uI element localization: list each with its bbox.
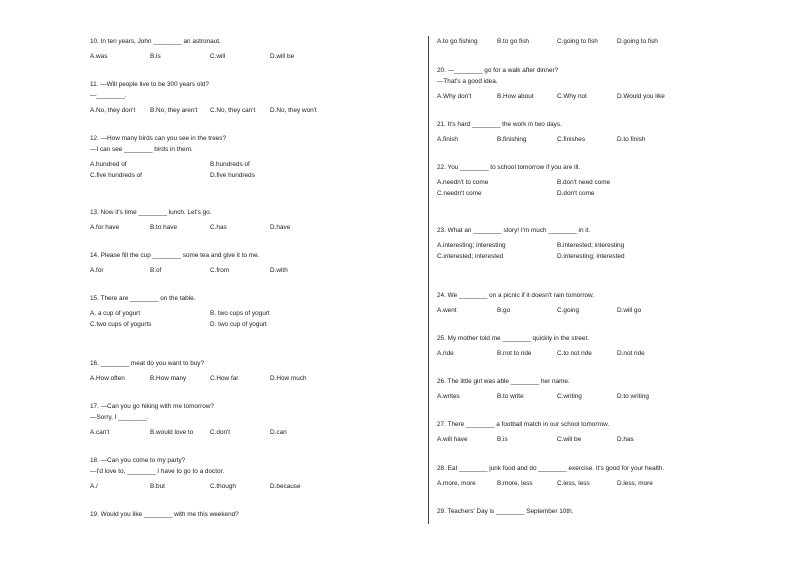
question-dialogue-line: —________. xyxy=(90,92,127,99)
options-row xyxy=(437,308,757,319)
options-row xyxy=(90,322,410,333)
option-c: C.needn't come xyxy=(437,190,482,197)
option-a: A./ xyxy=(90,483,98,490)
option-c: C.has xyxy=(210,224,227,231)
question-stem: 25. My mother told me ________ quickly in the street. xyxy=(437,335,590,342)
options-row xyxy=(437,394,757,405)
option-d: D. two cup of yogurt xyxy=(210,321,267,328)
column-divider xyxy=(428,36,429,524)
question-block xyxy=(437,122,757,148)
options-row xyxy=(437,254,757,265)
question-stem: 19. Would you like ________ with me this weekend? xyxy=(90,511,239,518)
options-row xyxy=(90,268,410,279)
option-d: D.has xyxy=(617,436,634,443)
option-d: D.How much xyxy=(270,375,307,382)
option-c: C.How far xyxy=(210,375,239,382)
options-row xyxy=(90,108,410,119)
option-b: B. two cups of yogurt xyxy=(210,310,270,317)
options-row xyxy=(90,376,410,387)
option-a: A.finish xyxy=(437,136,458,143)
option-a: A.No, they don't xyxy=(90,107,136,114)
question-stem: 20. —________ go for a walk after dinner? xyxy=(437,67,559,74)
question-block xyxy=(90,39,410,65)
question-block xyxy=(437,293,757,319)
option-d: D.will be xyxy=(270,53,295,60)
option-b: B.No, they aren't xyxy=(150,107,198,114)
question-block xyxy=(90,512,410,523)
question-stem: 29. Teachers' Day is ________ September 10th. xyxy=(437,508,574,515)
question-stem: 17. —Can you go hiking with me tomorrow? xyxy=(90,403,214,410)
question-block xyxy=(437,68,757,105)
option-d: D.No, they won't xyxy=(270,107,317,114)
option-b: B.of xyxy=(150,267,162,274)
question-block xyxy=(90,458,410,495)
options-row xyxy=(90,173,410,184)
options-row xyxy=(437,94,757,105)
question-stem: 13. Now it's time ________ lunch. Let's go. xyxy=(90,209,212,216)
option-d: D.will go xyxy=(617,307,642,314)
options-row xyxy=(90,54,410,65)
question-stem: 18. —Can you come to my party? xyxy=(90,457,186,464)
option-b: B.don't need come xyxy=(557,179,611,186)
question-block xyxy=(437,228,757,265)
option-a: A.interesting; interesting xyxy=(437,242,506,249)
options-row xyxy=(437,180,757,191)
question-dialogue-line: —That's a good idea. xyxy=(437,78,498,85)
question-stem: 10. In ten years, John ________ an astronaut. xyxy=(90,38,221,45)
question-block xyxy=(437,466,757,492)
option-d: D.less, more xyxy=(617,480,653,487)
options-row xyxy=(437,191,757,202)
option-b: B.would love to xyxy=(150,429,194,436)
question-dialogue-line: —Sorry, I ________. xyxy=(90,414,149,421)
question-stem: 12. —How many birds can you see in the trees? xyxy=(90,135,227,142)
question-block xyxy=(90,136,410,184)
question-block xyxy=(437,39,757,50)
option-d: D.going to fish xyxy=(617,38,658,45)
option-c: C.five hundreds of xyxy=(90,172,142,179)
question-stem: 15. There are ________ on the table. xyxy=(90,295,196,302)
option-c: C.writing xyxy=(557,393,582,400)
option-c: C.less, less xyxy=(557,480,590,487)
question-block xyxy=(90,404,410,441)
question-stem: 22. You ________ to school tomorrow if you are ill. xyxy=(437,164,581,171)
question-stem: 21. It's hard ________ the work in two days. xyxy=(437,121,562,128)
option-b: B.go xyxy=(497,307,511,314)
option-c: C.to not ride xyxy=(557,350,592,357)
question-block xyxy=(437,509,757,520)
options-row xyxy=(437,39,757,50)
option-a: A.Why don't xyxy=(437,93,472,100)
option-d: D.to finish xyxy=(617,136,646,143)
options-row xyxy=(437,351,757,362)
option-b: B.is xyxy=(150,53,161,60)
question-block xyxy=(90,210,410,236)
option-a: A. a cup of yogurt xyxy=(90,310,141,317)
option-c: C.Why not xyxy=(557,93,587,100)
question-dialogue-line: —I can see ________ birds in them. xyxy=(90,146,193,153)
option-a: A.went xyxy=(437,307,457,314)
question-stem: 28. Eat ________ junk food and do ________ exercise. It's good for your health. xyxy=(437,465,665,472)
option-c: C.going xyxy=(557,307,580,314)
option-d: D.with xyxy=(270,267,288,274)
option-d: D.Would you like xyxy=(617,93,665,100)
option-c: C.finishes xyxy=(557,136,586,143)
option-c: C.though xyxy=(210,483,236,490)
option-a: A.more, more xyxy=(437,480,476,487)
options-row xyxy=(437,481,757,492)
option-b: B.not to ride xyxy=(497,350,532,357)
option-c: C.will xyxy=(210,53,226,60)
option-b: B.to write xyxy=(497,393,524,400)
option-b: B.How many xyxy=(150,375,187,382)
question-block xyxy=(437,336,757,362)
question-stem: 26. The little girl was able ________ her name. xyxy=(437,378,570,385)
options-row xyxy=(437,437,757,448)
option-a: A.will have xyxy=(437,436,468,443)
option-d: D.five hundreds xyxy=(210,172,255,179)
question-block xyxy=(90,296,410,333)
question-block xyxy=(90,361,410,387)
option-c: C.going to fish xyxy=(557,38,598,45)
question-stem: 14. Please fill the cup ________ some tea and give it to me. xyxy=(90,252,260,259)
option-d: D.don't come xyxy=(557,190,595,197)
option-d: D.because xyxy=(270,483,301,490)
option-c: C.No, they can't xyxy=(210,107,256,114)
question-stem: 27. There ________ a football match in our school tomorrow. xyxy=(437,421,610,428)
option-a: A.needn't to come xyxy=(437,179,489,186)
option-d: D.can xyxy=(270,429,287,436)
option-d: D.interesting; interested xyxy=(557,253,625,260)
question-stem: 24. We ________ on a picnic if it doesn't rain tomorrow. xyxy=(437,292,595,299)
question-block xyxy=(437,422,757,448)
option-a: A.for xyxy=(90,267,104,274)
option-b: B.hundreds of xyxy=(210,161,250,168)
option-a: A.for have xyxy=(90,224,120,231)
option-b: B.How about xyxy=(497,93,534,100)
option-d: D.not ride xyxy=(617,350,645,357)
option-a: A.to go fishing xyxy=(437,38,478,45)
option-a: A.can't xyxy=(90,429,110,436)
question-block xyxy=(437,165,757,202)
option-b: B.interested; interesting xyxy=(557,242,625,249)
option-b: B.finishing xyxy=(497,136,527,143)
option-b: B.is xyxy=(497,436,508,443)
option-c: C.will be xyxy=(557,436,582,443)
question-stem: 16. ________ meat do you want to buy? xyxy=(90,360,205,367)
option-c: C.from xyxy=(210,267,230,274)
option-b: B.but xyxy=(150,483,165,490)
question-block xyxy=(90,82,410,119)
option-a: A.ride xyxy=(437,350,454,357)
question-block xyxy=(90,253,410,279)
option-b: B.to have xyxy=(150,224,178,231)
options-row xyxy=(90,484,410,495)
question-block xyxy=(437,379,757,405)
option-a: A.How often xyxy=(90,375,125,382)
option-a: A.writes xyxy=(437,393,460,400)
option-c: C.interested; interested xyxy=(437,253,504,260)
option-b: B.to go fish xyxy=(497,38,529,45)
options-row xyxy=(90,430,410,441)
option-a: A.hundred of xyxy=(90,161,127,168)
question-dialogue-line: —I'd love to, ________ I have to go to a doctor. xyxy=(90,468,225,475)
option-b: B.more, less xyxy=(497,480,533,487)
options-row xyxy=(437,137,757,148)
question-stem: 23. What an ________ story! I'm much ________ in it. xyxy=(437,227,591,234)
option-c: C.don't xyxy=(210,429,231,436)
question-stem: 11. —Will people live to be 300 years old? xyxy=(90,81,209,88)
options-row xyxy=(90,225,410,236)
option-d: D.to writing xyxy=(617,393,649,400)
option-c: C.two cups of yogurts xyxy=(90,321,152,328)
option-a: A.was xyxy=(90,53,108,60)
option-d: D.have xyxy=(270,224,291,231)
